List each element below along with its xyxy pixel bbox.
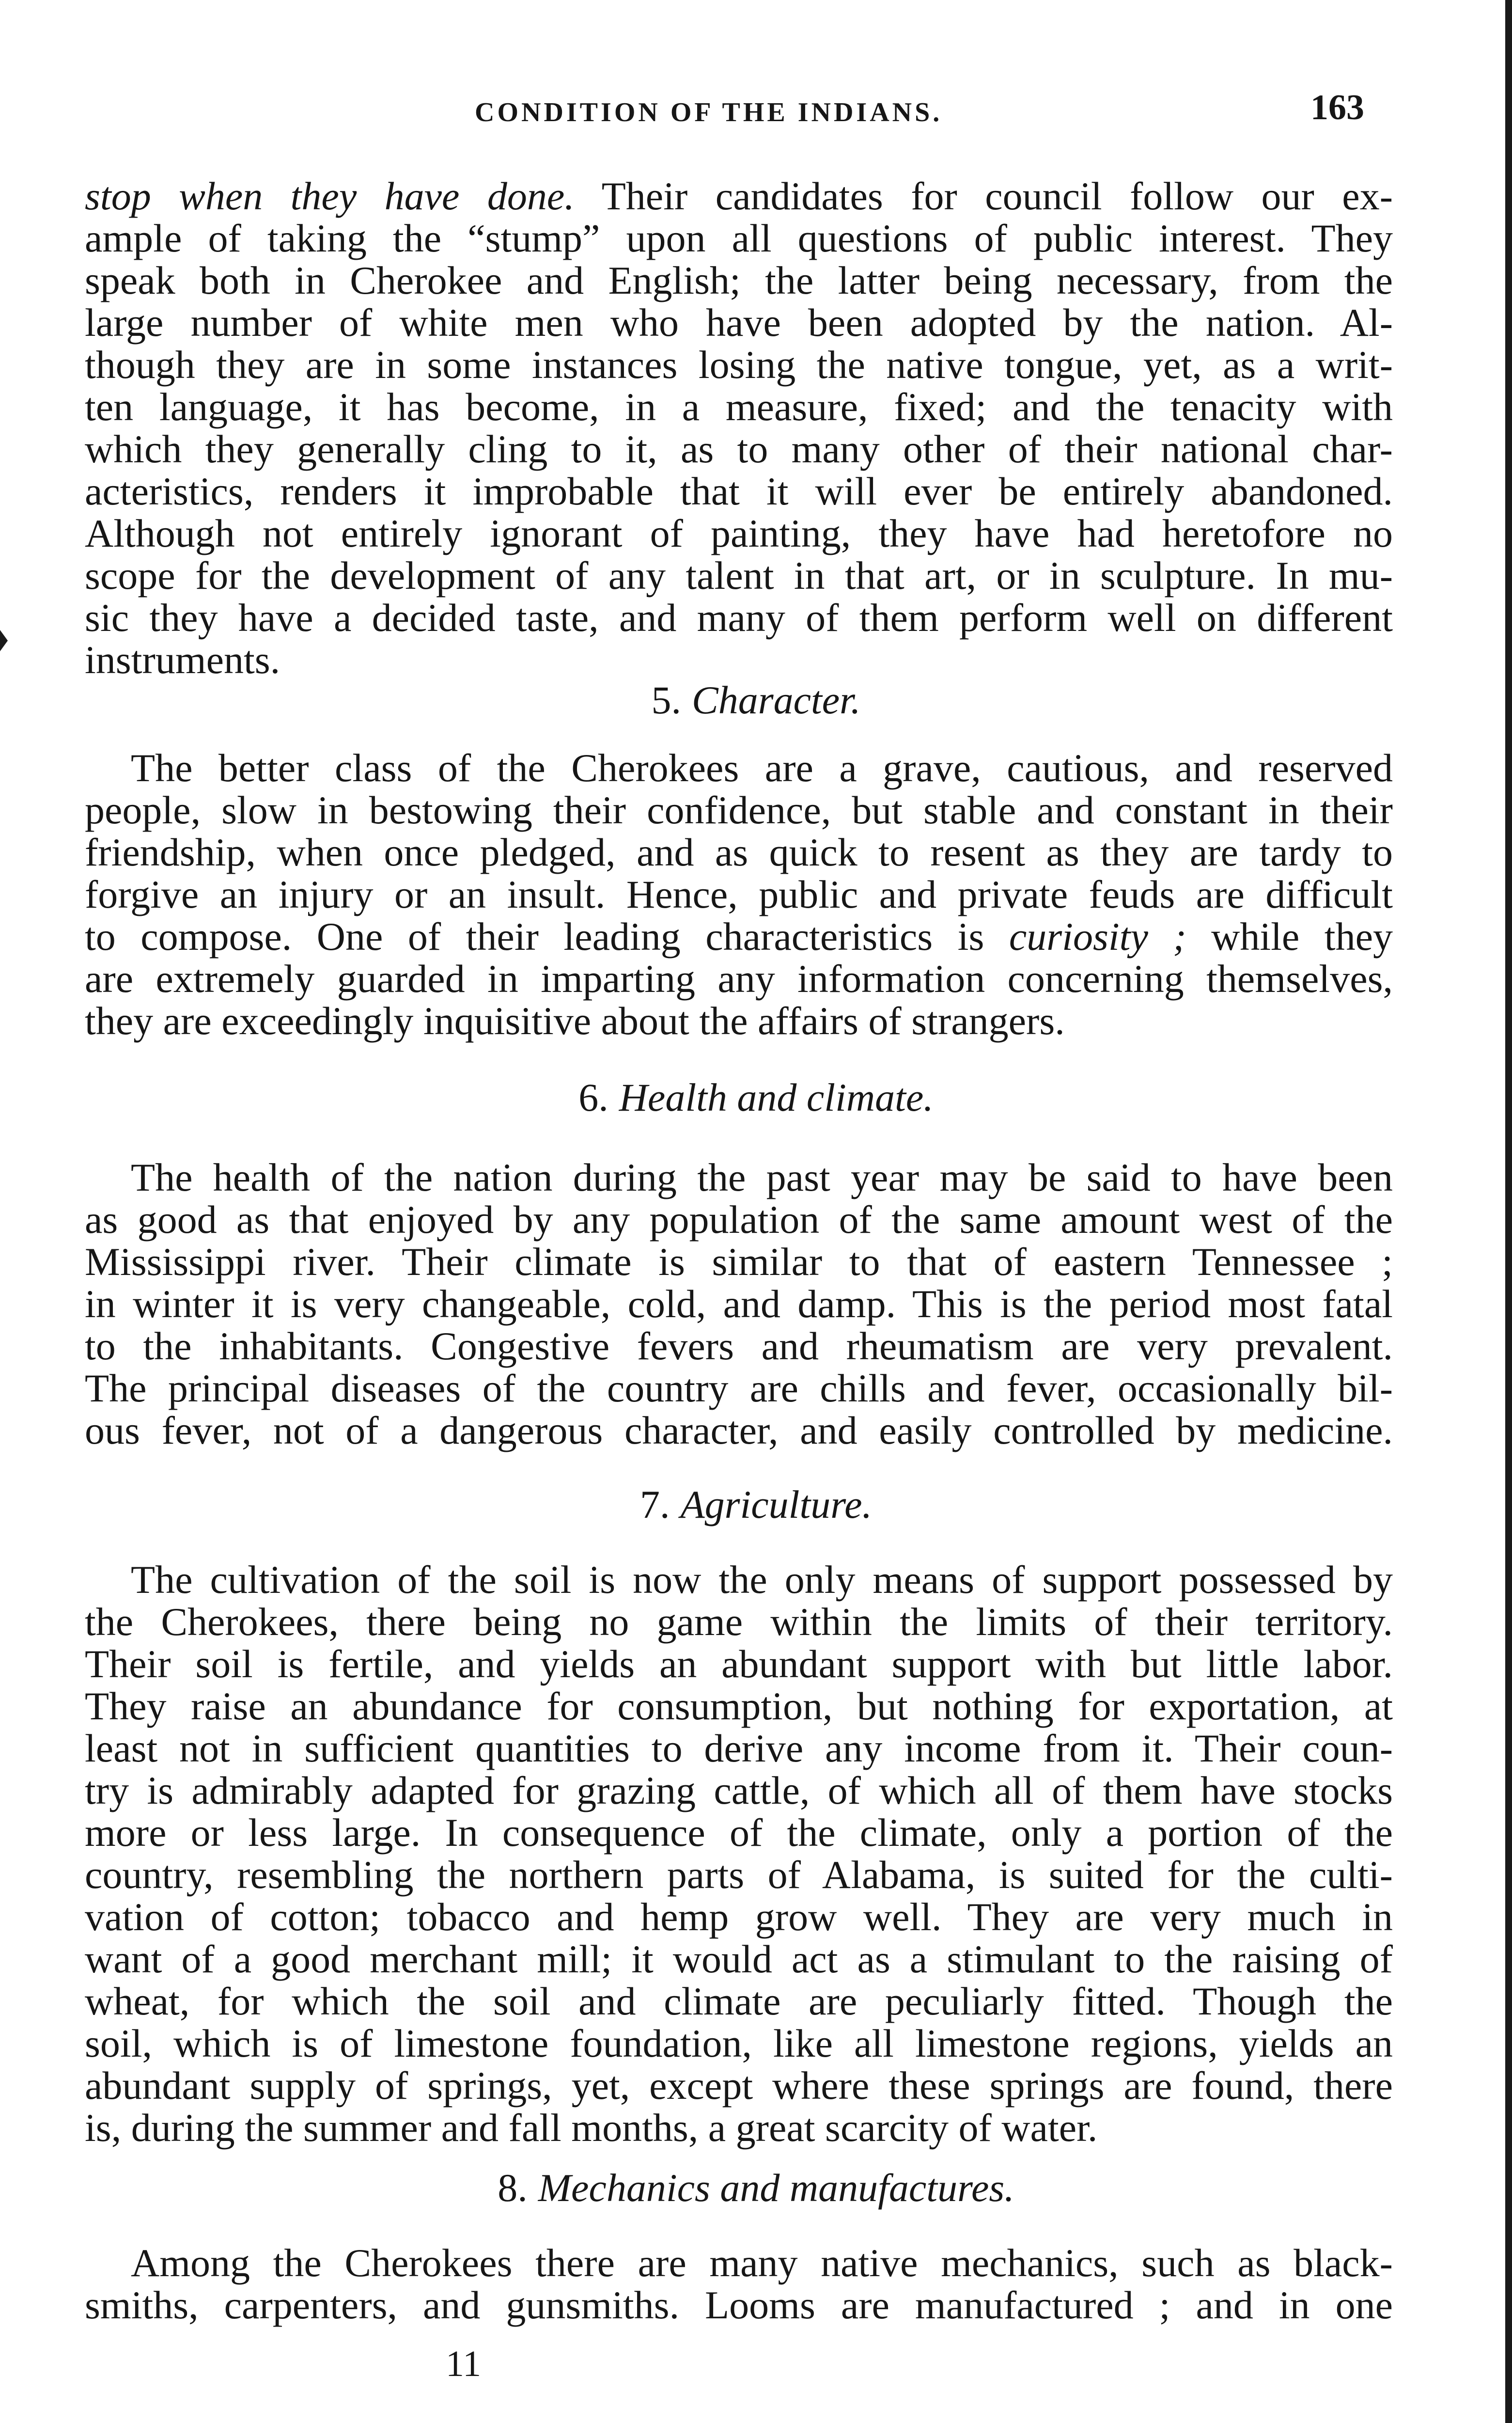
paragraph-line: in winter it is very changeable, cold, and damp. This is the period most fatal: [85, 1282, 1393, 1326]
paragraph-line: to the inhabitants. Congestive fevers and rheumatism are very prevalent.: [85, 1324, 1393, 1368]
paragraph-line: wheat, for which the soil and climate are peculiarly fitted. Though the: [85, 1979, 1393, 2023]
paragraph-line: ample of taking the “stump” upon all questions of public interest. They: [85, 216, 1393, 260]
paragraph-line: which they generally cling to it, as to many other of their national char-: [85, 427, 1393, 471]
paragraph-line: more or less large. In consequence of the climate, only a portion of the: [85, 1810, 1393, 1855]
paragraph-line: forgive an injury or an insult. Hence, public and private feuds are difficult: [85, 872, 1393, 916]
running-head: CONDITION OF THE INDIANS.: [475, 97, 943, 127]
paragraph-line: large number of white men who have been adopted by the nation. Al-: [85, 300, 1393, 345]
section-heading-health: 6. Health and climate.: [578, 1075, 934, 1119]
paragraph-line: they are exceedingly inquisitive about the affairs of strangers.: [85, 999, 1065, 1043]
paragraph-line: Among the Cherokees there are many native mechanics, such as black-: [131, 2241, 1393, 2285]
paragraph-line: Although not entirely ignorant of painting, they have had heretofore no: [85, 511, 1393, 555]
paragraph-line: The cultivation of the soil is now the only means of support possessed by: [131, 1558, 1393, 1602]
paragraph-line: is, during the summer and fall months, a great scarcity of water.: [85, 2106, 1098, 2150]
paragraph-line: The principal diseases of the country are chills and fever, occasionally bil-: [85, 1366, 1393, 1410]
paragraph-line: are extremely guarded in imparting any information concerning themselves,: [85, 957, 1393, 1001]
paragraph-line: The health of the nation during the past year may be said to have been: [131, 1155, 1393, 1199]
paragraph-line: They raise an abundance for consumption, but nothing for exportation, at: [85, 1684, 1393, 1728]
paragraph-line: ous fever, not of a dangerous character, and easily controlled by medicine.: [85, 1408, 1393, 1452]
paragraph-line: Their soil is fertile, and yields an abundant support with but little labor.: [85, 1642, 1393, 1686]
italic-phrase: curiosity ;: [1009, 914, 1186, 959]
italic-phrase: stop when they have done.: [85, 174, 575, 218]
margin-arrow-mark: [0, 630, 8, 651]
paragraph-line: stop when they have done. Their candidates for council follow our ex-: [85, 174, 1393, 218]
paragraph-line: want of a good merchant mill; it would act as a stimulant to the raising of: [85, 1937, 1393, 1981]
paragraph-line: smiths, carpenters, and gunsmiths. Looms are manufactured ; and in one: [85, 2283, 1393, 2327]
paragraph-line: sic they have a decided taste, and many of them perform well on different: [85, 596, 1393, 640]
paragraph-line: scope for the development of any talent in that art, or in sculpture. In mu-: [85, 553, 1393, 598]
paragraph-line: Mississippi river. Their climate is similar to that of eastern Tennessee ;: [85, 1240, 1393, 1284]
paragraph-line: though they are in some instances losing the native tongue, yet, as a writ-: [85, 343, 1393, 387]
paragraph-line: abundant supply of springs, yet, except where these springs are found, there: [85, 2063, 1393, 2108]
signature-mark: 11: [446, 2344, 482, 2384]
paragraph-line: the Cherokees, there being no game within the limits of their territory.: [85, 1600, 1393, 1644]
paragraph-line: ten language, it has become, in a measure, fixed; and the tenacity with: [85, 385, 1393, 429]
paragraph-line: instruments.: [85, 638, 281, 682]
paragraph-line: vation of cotton; tobacco and hemp grow well. They are very much in: [85, 1895, 1393, 1939]
section-heading-mechanics: 8. Mechanics and manufactures.: [498, 2166, 1014, 2210]
paragraph-line: friendship, when once pledged, and as quick to resent as they are tardy to: [85, 830, 1393, 874]
paragraph-line: try is admirably adapted for grazing cattle, of which all of them have stocks: [85, 1768, 1393, 1812]
page-edge-shadow: [1505, 0, 1512, 2423]
paragraph-line: acteristics, renders it improbable that it will ever be entirely abandoned.: [85, 469, 1393, 513]
section-heading-character: 5. Character.: [651, 678, 861, 722]
paragraph-line: soil, which is of limestone foundation, like all limestone regions, yields an: [85, 2021, 1393, 2065]
paragraph-line: as good as that enjoyed by any population of the same amount west of the: [85, 1197, 1393, 1242]
paragraph-line: country, resembling the northern parts of Alabama, is suited for the culti-: [85, 1853, 1393, 1897]
page-number: 163: [1310, 88, 1364, 127]
paragraph-line: speak both in Cherokee and English; the latter being necessary, from the: [85, 258, 1393, 302]
paragraph-line: people, slow in bestowing their confidence, but stable and constant in their: [85, 788, 1393, 832]
section-heading-agriculture: 7. Agriculture.: [639, 1482, 872, 1526]
paragraph-line: The better class of the Cherokees are a grave, cautious, and reserved: [131, 746, 1393, 790]
paragraph-line: to compose. One of their leading characteristics is curiosity ; while they: [85, 914, 1393, 959]
paragraph-line: least not in sufficient quantities to derive any income from it. Their coun-: [85, 1726, 1393, 1770]
